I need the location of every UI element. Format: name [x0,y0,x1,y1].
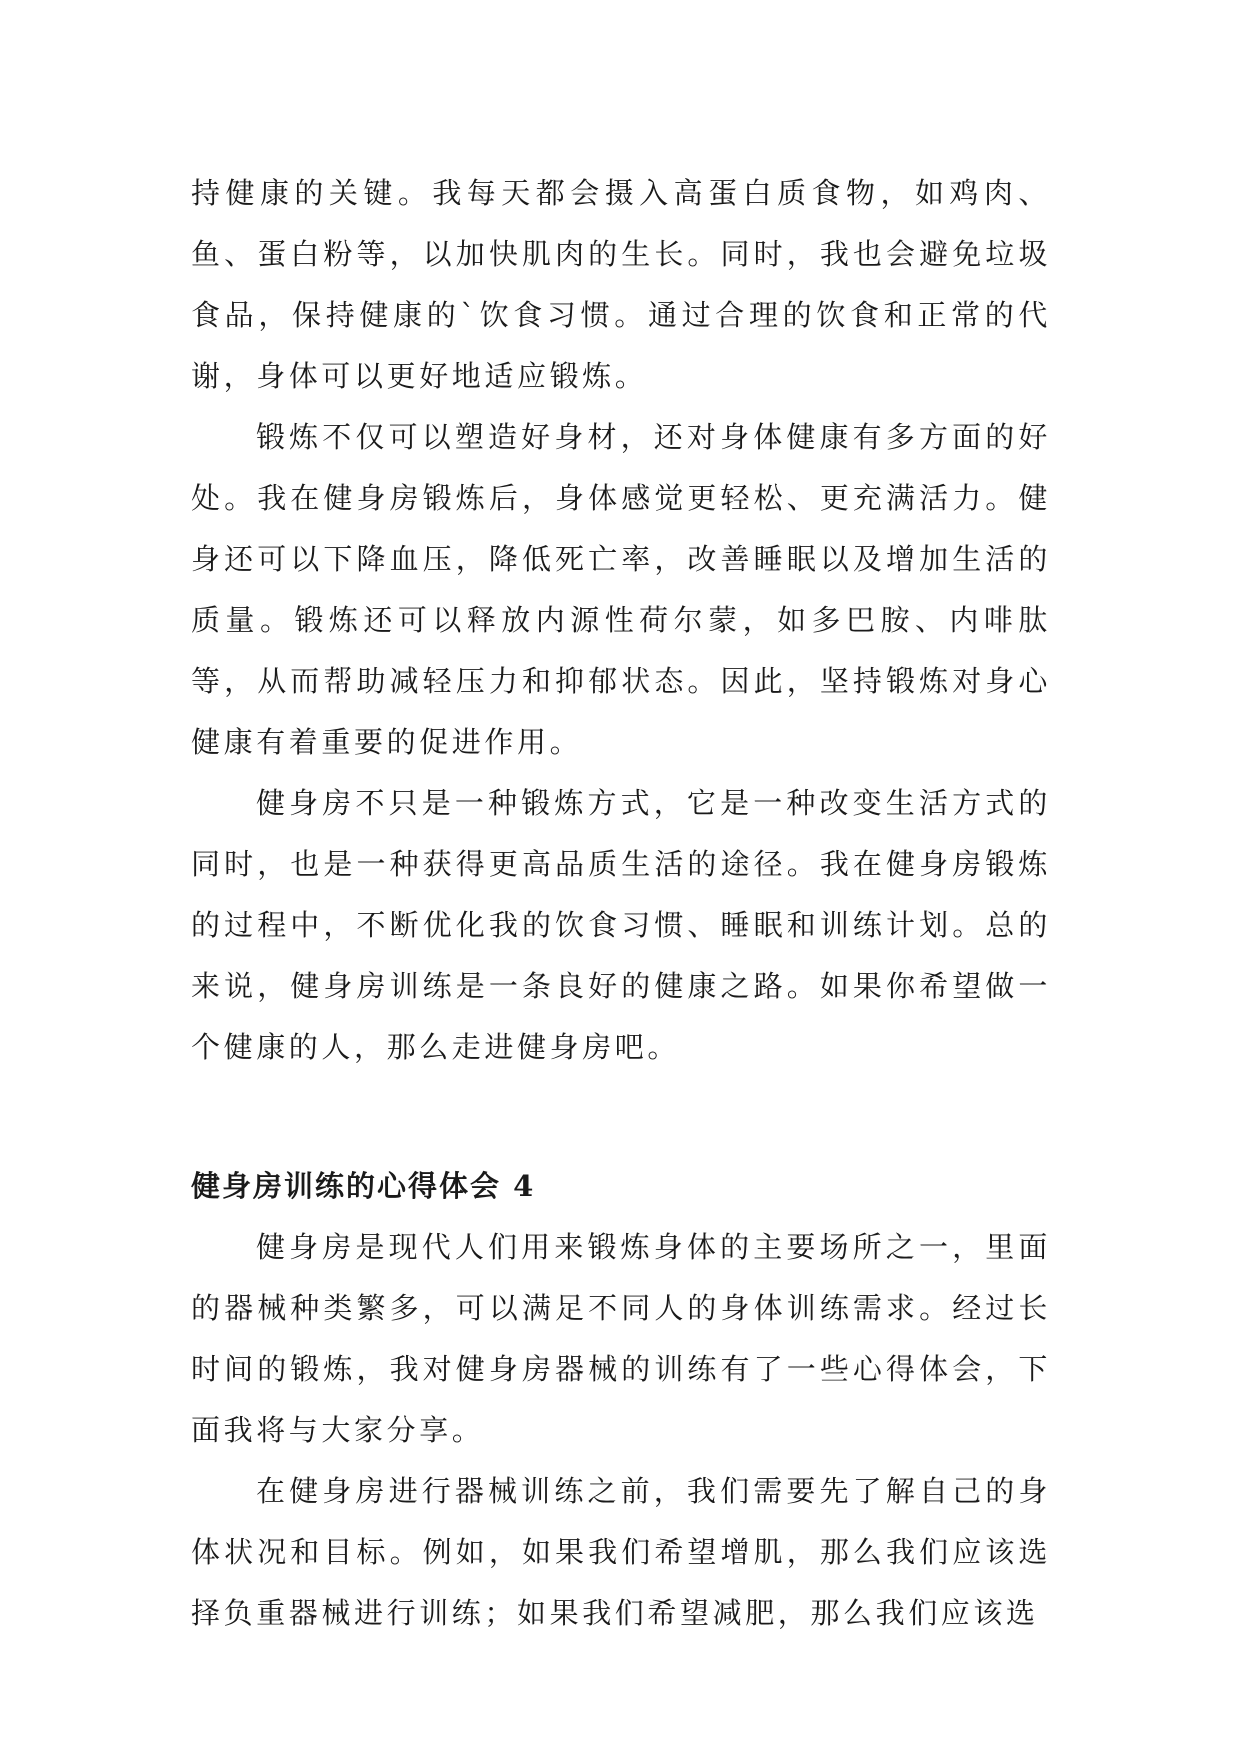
paragraph-1: 持健康的关键。我每天都会摄入高蛋白质食物，如鸡肉、鱼、蛋白粉等，以加快肌肉的生长。同时，我也会避免垃圾食品，保持健康的`饮食习惯。通过合理的饮食和正常的代谢，身体可以更好地适应锻炼。 [191,176,1051,393]
paragraph-3: 健身房不只是一种锻炼方式，它是一种改变生活方式的同时，也是一种获得更高品质生活的途径。我在健身房锻炼的过程中，不断优化我的饮食习惯、睡眠和训练计划。总的来说，健身房训练是一条良好的健康之路。如果你希望做一个健康的人，那么走进健身房吧。 [191,786,1051,1064]
section-heading: 健身房训练的心得体会 4 [191,1169,536,1203]
section-spacer [191,1078,1051,1156]
paragraph-4: 健身房是现代人们用来锻炼身体的主要场所之一，里面的器械种类繁多，可以满足不同人的身体训练需求。经过长时间的锻炼，我对健身房器械的训练有了一些心得体会，下面我将与大家分享。 [191,1230,1051,1447]
paragraph-5: 在健身房进行器械训练之前，我们需要先了解自己的身体状况和目标。例如，如果我们希望增肌，那么我们应该选择负重器械进行训练；如果我们希望减肥，那么我们应该选 [191,1474,1051,1630]
document-body [191,163,1051,1644]
paragraph-2: 锻炼不仅可以塑造好身材，还对身体健康有多方面的好处。我在健身房锻炼后，身体感觉更轻松、更充满活力。健身还可以下降血压，降低死亡率，改善睡眠以及增加生活的质量。锻炼还可以释放内源性荷尔蒙，如多巴胺、内啡肽等，从而帮助减轻压力和抑郁状态。因此，坚持锻炼对身心健康有着重要的促进作用。 [191,420,1051,759]
